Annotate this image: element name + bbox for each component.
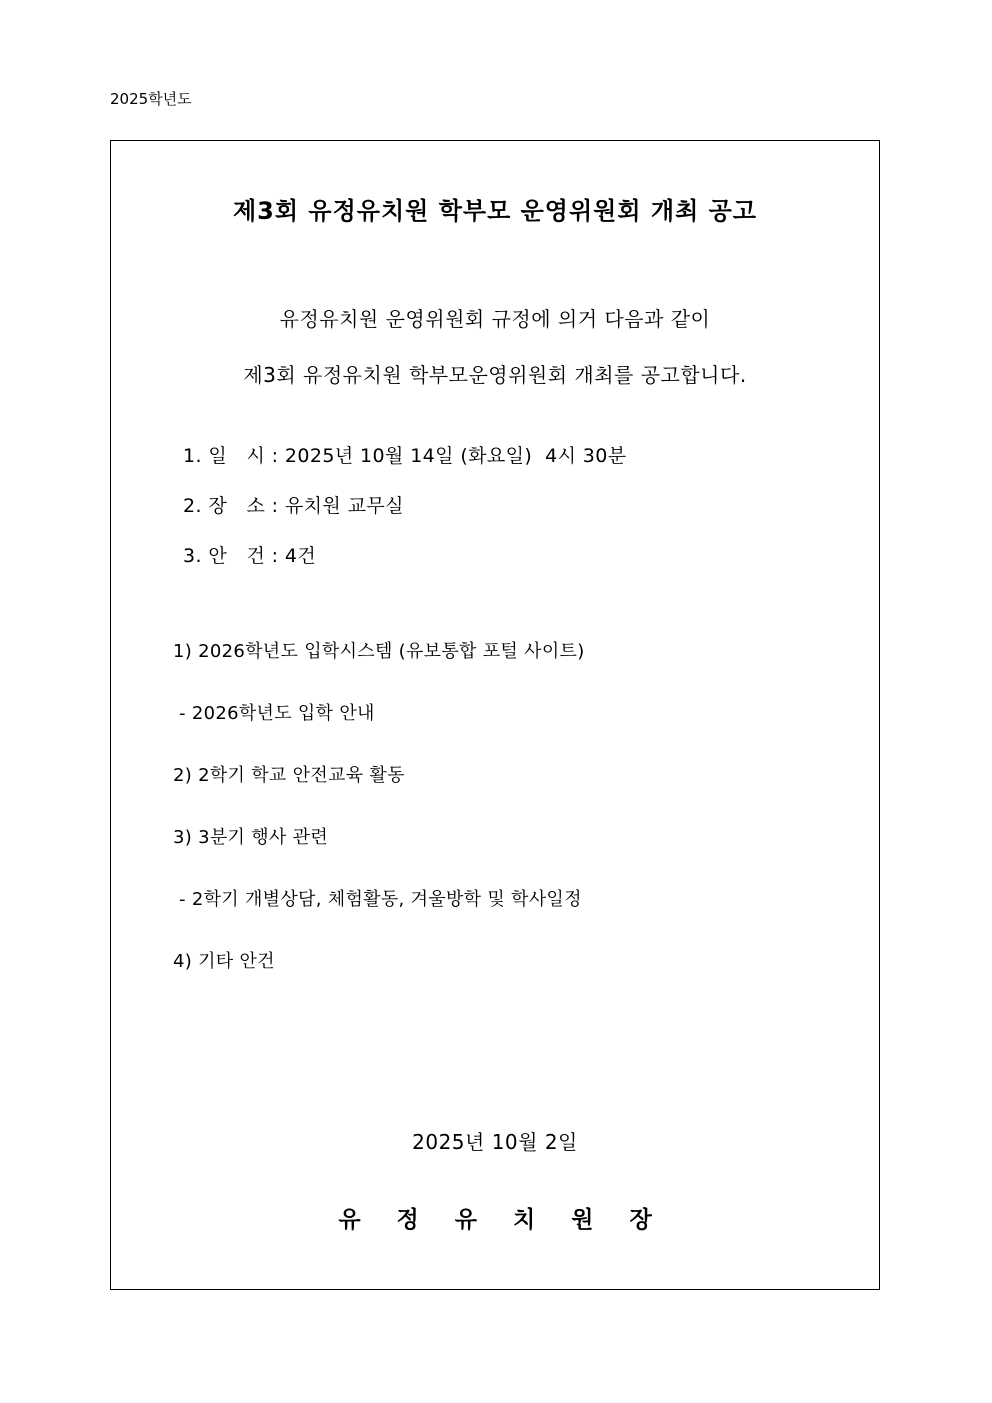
signature-line: 유 정 유 치 원 장 [338, 1207, 666, 1233]
agenda-item-1-sub: - 2026학년도 입학 안내 [173, 703, 375, 724]
detail-item-agenda-count: 3. 안 건 : 4건 [183, 545, 317, 567]
page-title: 제3회 유정유치원 학부모 운영위원회 개최 공고 [233, 197, 757, 225]
notice-border-box [110, 140, 880, 1290]
intro-line-1: 유정유치원 운영위원회 규정에 의거 다음과 같이 [279, 307, 711, 331]
agenda-list [173, 621, 585, 993]
detail-item-list [183, 431, 627, 581]
agenda-item-3: 3) 3분기 행사 관련 [173, 827, 329, 848]
agenda-item-2: 2) 2학기 학교 안전교육 활동 [173, 765, 405, 786]
detail-item-datetime: 1. 일 시 : 2025년 10월 14일 (화요일) 4시 30분 [183, 445, 627, 467]
agenda-item-3-sub: - 2학기 개별상담, 체험활동, 겨울방학 및 학사일정 [173, 889, 582, 910]
agenda-item-4: 4) 기타 안건 [173, 951, 275, 972]
notice-content [111, 141, 879, 1289]
issue-date: 2025년 10월 2일 [412, 1130, 578, 1154]
detail-item-location: 2. 장 소 : 유치원 교무실 [183, 495, 404, 517]
intro-paragraph [111, 291, 879, 403]
intro-line-2: 제3회 유정유치원 학부모운영위원회 개최를 공고합니다. [243, 363, 747, 387]
agenda-item-1: 1) 2026학년도 입학시스템 (유보통합 포털 사이트) [173, 641, 585, 662]
school-year-label: 2025학년도 [110, 90, 192, 108]
